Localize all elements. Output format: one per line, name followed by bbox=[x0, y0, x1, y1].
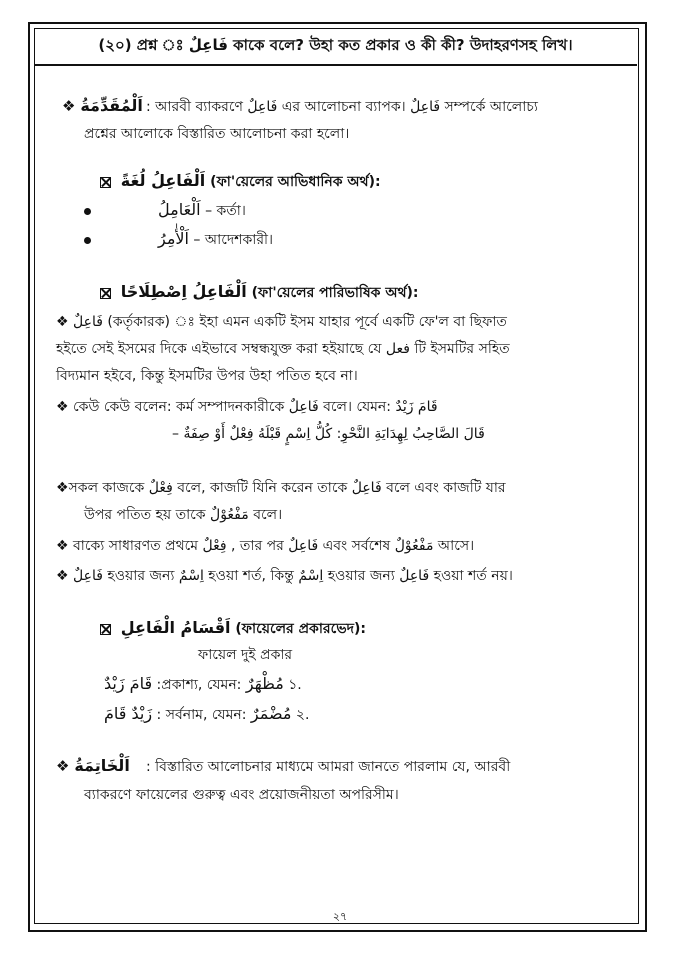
intro-heading-arabic: اَلْمُقَدِّمَةُ bbox=[80, 96, 143, 115]
point-1-line-1: ❖সকল কাজকে فِعْلٌ বলে, কাজটি যিনি করেন তাকে فَاعِلٌ বলে এবং কাজটি যার bbox=[56, 480, 506, 496]
checkbox-cross-icon bbox=[100, 177, 111, 188]
point-2: ❖ বাক্যে সাধারণত প্রথমে فِعْلٌ , তার পর فَاعِلٌ এবং সর্বশেষ مَفْعُوْلٌ আসে। bbox=[56, 538, 475, 554]
type-item-1-label: :প্রকাশ্য, যেমন: bbox=[156, 677, 242, 693]
intro-heading bbox=[62, 96, 143, 117]
lexical-item-1-arabic: اَلْعَامِلُ bbox=[158, 200, 201, 219]
type-item-1-example: قَامَ زَيْدٌ bbox=[104, 674, 153, 693]
diamond-bullet-icon: ❖ bbox=[56, 757, 70, 775]
diamond-bullet-icon: ❖ bbox=[62, 97, 76, 115]
lexical-item-2-bangla: – আদেশকারী। bbox=[193, 232, 274, 248]
intro-line-2: প্রশ্নের আলোকে বিস্তারিত আলোচনা করা হলো। bbox=[84, 126, 350, 142]
type-item-1 bbox=[104, 674, 302, 695]
technical-line-5: قَالَ الصَّاحِبُ لِهِدَايَةِ النَّحْوِ: كُلُّ اِسْمٍ قَبْلَهُ فِعْلٌ أَوْ صِفَةٌ – bbox=[172, 426, 485, 442]
type-item-2-arabic: مُضْمَرٌ bbox=[250, 704, 292, 723]
technical-line-4: ❖ কেউ কেউ বলেন: কর্ম সম্পাদনকারীকে فَاعِلٌ বলে। যেমন: قَامَ زَيْدٌ bbox=[56, 399, 438, 415]
types-heading-arabic: اَقْسَامُ الْفَاعِلِ bbox=[120, 618, 231, 637]
lexical-heading-bangla: (ফা'য়েলের আভিধানিক অর্থ): bbox=[210, 174, 381, 190]
type-item-1-arabic: مُظْهَرٌ bbox=[245, 674, 284, 693]
technical-heading-arabic: اَلْفَاعِلُ اِصْطِلَاحًا bbox=[120, 282, 247, 301]
point-1-line-2: উপর পতিত হয় তাকে مَفْعُوْلٌ বলে। bbox=[84, 507, 283, 523]
technical-line-1: ❖ فَاعِلٌ (কর্তৃকারক) ঃ ইহা এমন একটি ইসম যাহার পূর্বে একটি ফে'ল বা ছিফাত bbox=[56, 314, 507, 330]
conclusion-line-2: ব্যাকরণে ফায়েলের গুরুত্ব এবং প্রয়োজনীয়তা অপরিসীম। bbox=[84, 787, 399, 803]
lexical-item-1-bangla: – কর্তা। bbox=[205, 203, 246, 219]
type-item-2-example: زَيْدٌ قَامَ bbox=[104, 704, 153, 723]
lexical-heading-arabic: اَلْفَاعِلُ لُغَةً bbox=[120, 171, 206, 190]
intro-line-1: : আরবী ব্যাকরণে فَاعِلٌ এর আলোচনা ব্যাপক। فَاعِلٌ সম্পর্কে আলোচ্য bbox=[146, 99, 538, 115]
lexical-heading bbox=[100, 171, 381, 192]
point-3: ❖ فَاعِلٌ হওয়ার জন্য اِسْمٌ হওয়া শর্ত, কিন্তু اِسْمٌ হওয়ার জন্য فَاعِلٌ হওয়া শর্ত নয়। bbox=[56, 568, 513, 584]
technical-line-2: হইতে সেই ইসমের দিকে এইভাবে সম্বন্ধযুক্ত করা হইয়াছে যে فعل টি ইসমটির সহিত bbox=[56, 341, 510, 357]
lexical-item-2-arabic: اَلْأٰمِرُ bbox=[158, 229, 189, 248]
types-subtitle: ফায়েল দুই প্রকার bbox=[198, 647, 293, 663]
type-item-2-label: : সর্বনাম, যেমন: bbox=[156, 707, 247, 723]
question-title-text: (২০) প্রশ্ন ঃ فَاعِلٌ কাকে বলে? উহা কত প্রকার ও কী কী? উদাহরণসহ লিখ। bbox=[98, 35, 573, 54]
question-title bbox=[34, 28, 637, 66]
page-number: ২৭ bbox=[332, 910, 348, 923]
technical-line-3: বিদ্যমান হইবে, কিন্তু ইসমটির উপর উহা পতিত হবে না। bbox=[56, 368, 358, 384]
conclusion-line-1: : বিস্তারিত আলোচনার মাধ্যমে আমরা জানতে পারলাম যে, আরবী bbox=[146, 759, 511, 775]
types-heading bbox=[100, 618, 366, 639]
bullet-dot-icon bbox=[84, 237, 91, 244]
technical-heading-bangla: (ফা'য়েলের পারিভাষিক অর্থ): bbox=[251, 285, 419, 301]
type-item-1-number: ১. bbox=[288, 677, 302, 693]
checkbox-cross-icon bbox=[100, 288, 111, 299]
checkbox-cross-icon bbox=[100, 624, 111, 635]
lexical-item-2 bbox=[158, 229, 273, 250]
bullet-dot-icon bbox=[84, 208, 91, 215]
conclusion-heading bbox=[56, 756, 130, 777]
types-heading-bangla: (ফায়েলের প্রকারভেদ): bbox=[235, 621, 367, 637]
lexical-item-1 bbox=[158, 200, 246, 221]
type-item-2 bbox=[104, 704, 309, 725]
type-item-2-number: ২. bbox=[295, 707, 310, 723]
conclusion-heading-arabic: اَلْخَاتِمَةُ bbox=[74, 756, 130, 775]
technical-heading bbox=[100, 282, 419, 303]
